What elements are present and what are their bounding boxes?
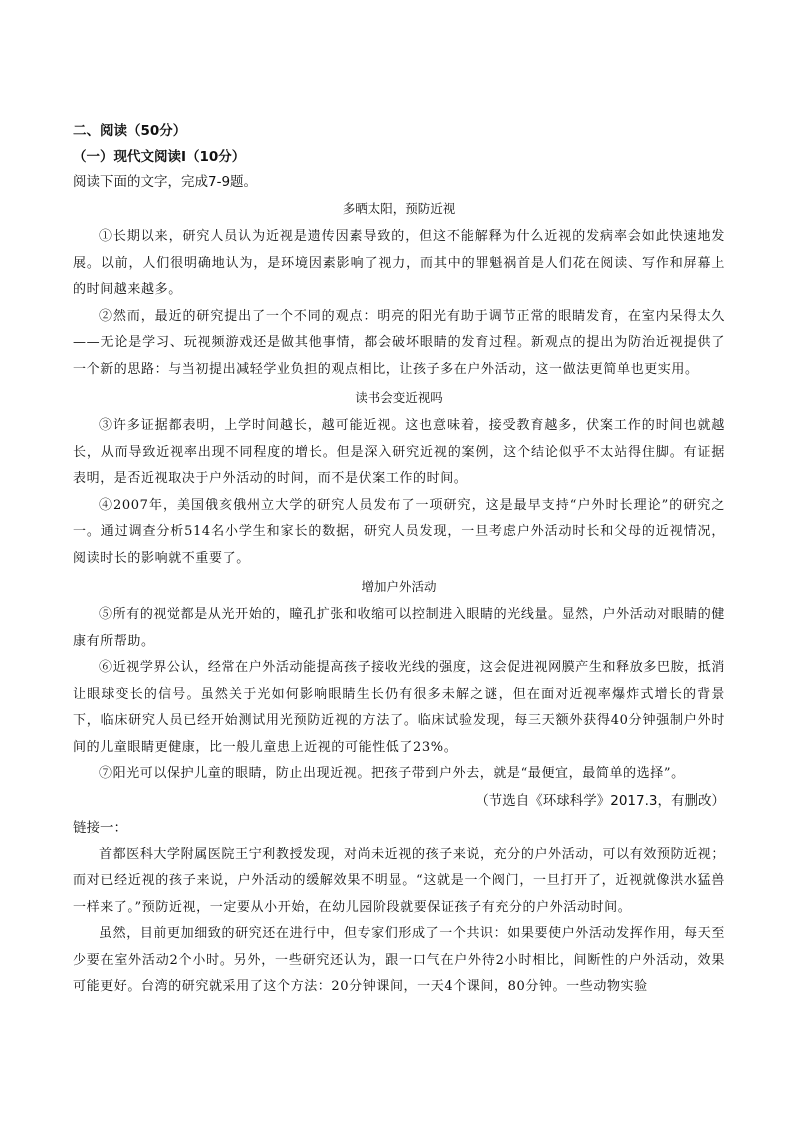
- article-paragraph-7: ⑦阳光可以保护儿童的眼睛，防止出现近视。把孩子带到户外去，就是“最便宜，最简单的选择”。: [99, 766, 685, 781]
- reading-instruction: 阅读下面的文字，完成7-9题。: [73, 174, 258, 190]
- article-paragraph-2: ②然而，最近的研究提出了一个不同的观点：明亮的阳光有助于调节正常的眼睛发育，在室内呆得太久——无论是学习、玩视频游戏还是做其他事情，都会破坏眼睛的发育过程。新观点的提出为防治近视提供了一个新的思路：与当初提出减轻学业负担的观点相比，让孩子多在户外活动，这一做法更简单也更实用。: [73, 308, 725, 377]
- article-paragraph-4: ④2007年，美国俄亥俄州立大学的研究人员发布了一项研究，这是最早支持“户外时长理论”的研究之一。通过调查分析514名小学生和家长的数据，研究人员发现，一旦考虑户外活动时长和父母的近视情况，阅读时长的影响就不重要了。: [73, 497, 725, 566]
- page-content: [73, 118, 725, 1001]
- link-label: 链接一：: [73, 819, 127, 836]
- article-subtitle-2: 读书会变近视吗: [355, 390, 443, 405]
- article-subtitle-1: 多晒太阳，预防近视: [342, 201, 456, 216]
- link-paragraph-2: 虽然，目前更加细致的研究还在进行中，但专家们形成了一个共识：如果要使户外活动发挥作用，每天至少要在室外活动2个小时。另外，一些研究还认为，跟一口气在户外待2小时相比，间断性的户外活动，效果可能更好。台湾的研究就采用了这个方法：20分钟课间，一天4个课间，80分钟。一些动物实验: [73, 926, 725, 994]
- article-subtitle-3: 增加户外活动: [361, 579, 437, 594]
- subsection-title: （一）现代文阅读Ⅰ（10分）: [73, 149, 246, 165]
- article-source: （节选自《环球科学》2017.3，有删改）: [475, 792, 725, 809]
- article-paragraph-1: ①长期以来，研究人员认为近视是遗传因素导致的，但这不能解释为什么近视的发病率会如此快速地发展。以前，人们很明确地认为，是环境因素影响了视力，而其中的罪魁祸首是人们花在阅读、写作和屏幕上的时间越来越多。: [73, 229, 725, 297]
- article-paragraph-5: ⑤所有的视觉都是从光开始的，瞳孔扩张和收缩可以控制进入眼睛的光线量。显然，户外活动对眼睛的健康有所帮助。: [73, 607, 725, 649]
- link-paragraph-1: 首都医科大学附属医院王宁利教授发现，对尚未近视的孩子来说，充分的户外活动，可以有效预防近视；而对已经近视的孩子来说，户外活动的缓解效果不明显。“这就是一个阀门，一旦打开了，近视就像洪水猛兽一样来了。”预防近视，一定要从小开始，在幼儿园阶段就要保证孩子有充分的户外活动时间。: [73, 846, 725, 915]
- section-title: 二、阅读（50分）: [73, 123, 187, 139]
- article-paragraph-3: ③许多证据都表明，上学时间越长，越可能近视。这也意味着，接受教育越多，伏案工作的时间也就越长，从而导致近视率出现不同程度的增长。但是深入研究近视的案例，这个结论似乎不太站得住脚。有证据表明，是否近视取决于户外活动的时间，而不是伏案工作的时间。: [73, 418, 725, 486]
- article-paragraph-6: ⑥近视学界公认，经常在户外活动能提高孩子接收光线的强度，这会促进视网膜产生和释放多巴胺，抵消让眼球变长的信号。虽然关于光如何影响眼睛生长仍有很多未解之谜，但在面对近视率爆炸式增长的背景下，临床研究人员已经开始测试用光预防近视的方法了。临床试验发现，每三天额外获得40分钟强制户外时间的儿童眼睛更健康，比一般儿童患上近视的可能性低了23%。: [73, 660, 725, 755]
